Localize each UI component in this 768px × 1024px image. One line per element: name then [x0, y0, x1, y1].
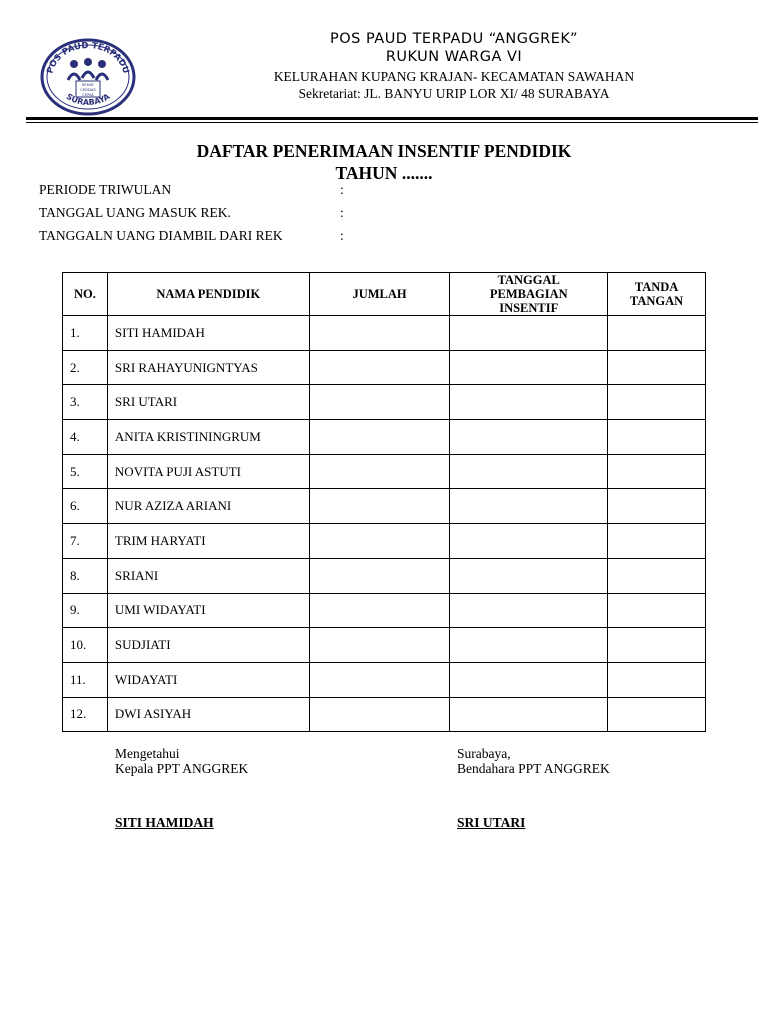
- letterhead-divider-thin: [26, 122, 758, 123]
- row-jumlah-cell[interactable]: [309, 316, 450, 351]
- school-logo: [38, 36, 138, 116]
- row-no: 8.: [63, 558, 108, 593]
- row-name: SUDJIATI: [107, 628, 309, 663]
- header-ttd: [608, 273, 706, 316]
- row-jumlah-cell[interactable]: [309, 350, 450, 385]
- recipient-table: [62, 272, 706, 732]
- row-no: 12.: [63, 697, 108, 732]
- row-jumlah-cell[interactable]: [309, 385, 450, 420]
- table-row: [63, 593, 706, 628]
- row-name: TRIM HARYATI: [107, 524, 309, 559]
- document-subtitle: TAHUN .......: [335, 163, 433, 183]
- document-title: DAFTAR PENERIMAAN INSENTIF PENDIDIK: [196, 141, 572, 161]
- row-name: DWI ASIYAH: [107, 697, 309, 732]
- signature-left-block: [115, 746, 248, 776]
- table-row: [63, 628, 706, 663]
- header-tanggal-line3: INSENTIF: [499, 301, 559, 315]
- row-no: 7.: [63, 524, 108, 559]
- row-ttd-cell[interactable]: [608, 316, 706, 351]
- row-ttd-cell[interactable]: [608, 524, 706, 559]
- info-colon-masuk: :: [340, 205, 344, 220]
- row-jumlah-cell[interactable]: [309, 558, 450, 593]
- row-tanggal-cell[interactable]: [450, 385, 608, 420]
- row-name: WIDAYATI: [107, 662, 309, 697]
- info-label-masuk: TANGGAL UANG MASUK REK.: [39, 205, 231, 220]
- row-no: 6.: [63, 489, 108, 524]
- row-ttd-cell[interactable]: [608, 558, 706, 593]
- row-no: 1.: [63, 316, 108, 351]
- logo-motto-3: CERIA: [82, 92, 94, 97]
- letterhead-divider-thick: [26, 117, 758, 120]
- row-tanggal-cell[interactable]: [450, 420, 608, 455]
- row-jumlah-cell[interactable]: [309, 628, 450, 663]
- row-tanggal-cell[interactable]: [450, 316, 608, 351]
- row-tanggal-cell[interactable]: [450, 628, 608, 663]
- row-tanggal-cell[interactable]: [450, 558, 608, 593]
- signature-right-block: [457, 746, 610, 776]
- table-row: [63, 489, 706, 524]
- row-tanggal-cell[interactable]: [450, 593, 608, 628]
- info-colon-diambil: :: [340, 228, 344, 243]
- row-tanggal-cell[interactable]: [450, 697, 608, 732]
- signature-left-line2: Kepala PPT ANGGREK: [115, 761, 249, 776]
- header-tanggal: [450, 273, 608, 316]
- header-name: NAMA PENDIDIK: [107, 273, 309, 316]
- row-jumlah-cell[interactable]: [309, 697, 450, 732]
- row-name: NUR AZIZA ARIANI: [107, 489, 309, 524]
- institution-unit: RUKUN WARGA VI: [385, 49, 523, 65]
- table-row: [63, 385, 706, 420]
- table-row: [63, 558, 706, 593]
- svg-text:POS PAUD TERPADU: [45, 41, 130, 75]
- institution-name: POS PAUD TERPADU “ANGGREK”: [329, 31, 578, 47]
- row-no: 2.: [63, 350, 108, 385]
- row-no: 5.: [63, 454, 108, 489]
- signature-left-name: SITI HAMIDAH: [115, 815, 214, 830]
- row-tanggal-cell[interactable]: [450, 454, 608, 489]
- signature-right-line1: Surabaya,: [457, 746, 511, 761]
- info-label-periode: PERIODE TRIWULAN: [39, 182, 172, 197]
- row-ttd-cell[interactable]: [608, 385, 706, 420]
- row-ttd-cell[interactable]: [608, 697, 706, 732]
- table-row: [63, 420, 706, 455]
- row-jumlah-cell[interactable]: [309, 524, 450, 559]
- row-name: UMI WIDAYATI: [107, 593, 309, 628]
- row-no: 3.: [63, 385, 108, 420]
- row-jumlah-cell[interactable]: [309, 662, 450, 697]
- row-no: 4.: [63, 420, 108, 455]
- info-label-diambil: TANGGALN UANG DIAMBIL DARI REK: [39, 228, 283, 243]
- table-row: [63, 697, 706, 732]
- signature-left-line1: Mengetahui: [115, 746, 180, 761]
- row-name: SRI UTARI: [107, 385, 309, 420]
- table-row: [63, 350, 706, 385]
- logo-motto-1: SEHAT: [81, 82, 95, 87]
- header-ttd-line2: TANGAN: [629, 294, 684, 308]
- table-row: [63, 524, 706, 559]
- table-row: [63, 662, 706, 697]
- logo-top-text: POS PAUD TERPADU: [45, 40, 131, 75]
- table-header-row: [63, 273, 706, 316]
- logo-motto-2: CERDAS: [80, 87, 96, 92]
- row-ttd-cell[interactable]: [608, 593, 706, 628]
- row-jumlah-cell[interactable]: [309, 454, 450, 489]
- row-ttd-cell[interactable]: [608, 628, 706, 663]
- row-ttd-cell[interactable]: [608, 662, 706, 697]
- logo-bottom-text: SURABAYA: [64, 91, 112, 108]
- row-name: SITI HAMIDAH: [107, 316, 309, 351]
- row-no: 10.: [63, 628, 108, 663]
- row-ttd-cell[interactable]: [608, 454, 706, 489]
- row-jumlah-cell[interactable]: [309, 420, 450, 455]
- header-no: NO.: [63, 273, 108, 316]
- row-name: ANITA KRISTININGRUM: [107, 420, 309, 455]
- row-name: NOVITA PUJI ASTUTI: [107, 454, 309, 489]
- institution-address: Sekretariat: JL. BANYU URIP LOR XI/ 48 SURABAYA: [298, 86, 610, 101]
- row-name: SRI RAHAYUNIGNTYAS: [107, 350, 309, 385]
- table-row: [63, 454, 706, 489]
- signature-right-line2: Bendahara PPT ANGGREK: [457, 761, 610, 776]
- row-tanggal-cell[interactable]: [450, 524, 608, 559]
- info-colon-periode: :: [340, 182, 344, 197]
- table-row: [63, 316, 706, 351]
- signature-right-name: SRI UTARI: [457, 815, 526, 830]
- row-ttd-cell[interactable]: [608, 489, 706, 524]
- row-ttd-cell[interactable]: [608, 420, 706, 455]
- row-jumlah-cell[interactable]: [309, 593, 450, 628]
- header-ttd-line1: TANDA: [634, 280, 679, 294]
- institution-area: KELURAHAN KUPANG KRAJAN- KECAMATAN SAWAHAN: [273, 69, 635, 84]
- row-tanggal-cell[interactable]: [450, 489, 608, 524]
- row-jumlah-cell[interactable]: [309, 489, 450, 524]
- header-tanggal-line1: TANGGAL: [497, 273, 560, 287]
- row-no: 9.: [63, 593, 108, 628]
- row-name: SRIANI: [107, 558, 309, 593]
- row-tanggal-cell[interactable]: [450, 662, 608, 697]
- row-ttd-cell[interactable]: [608, 350, 706, 385]
- header-jumlah: JUMLAH: [309, 273, 450, 316]
- header-tanggal-line2: PEMBAGIAN: [489, 287, 568, 301]
- row-tanggal-cell[interactable]: [450, 350, 608, 385]
- row-no: 11.: [63, 662, 108, 697]
